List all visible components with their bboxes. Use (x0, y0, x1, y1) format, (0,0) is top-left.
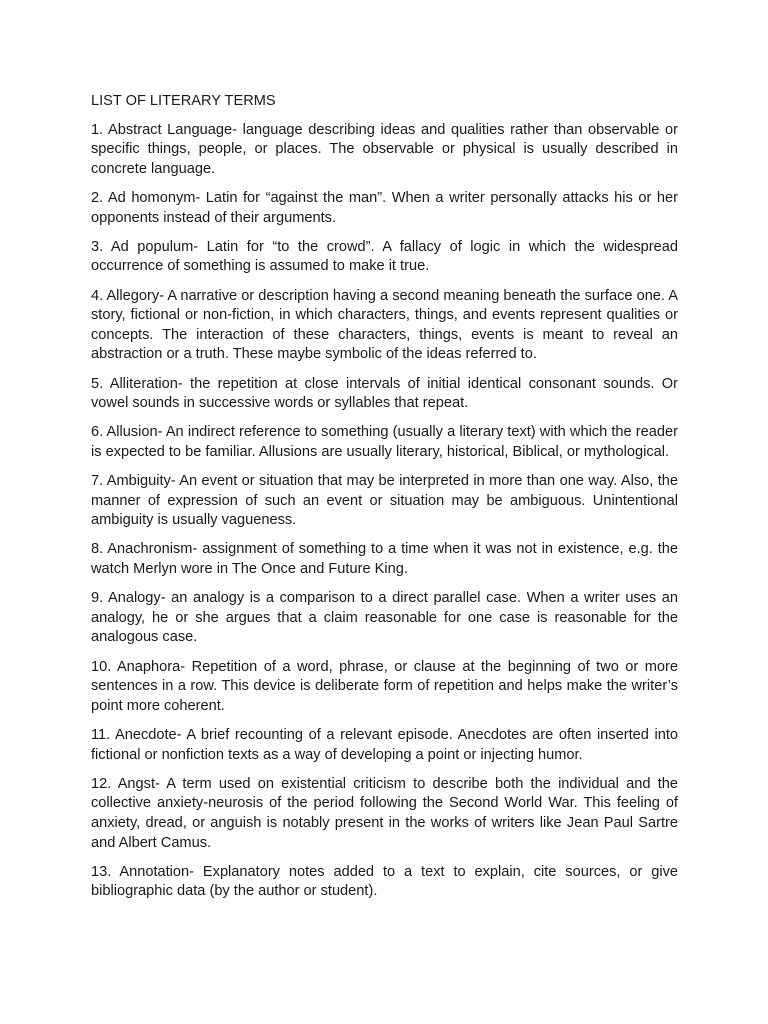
term-entry (91, 238, 678, 277)
term-entry (91, 472, 678, 531)
term-entry (91, 726, 678, 765)
term-text: 2. Ad homonym- Latin for “against the man”. When a writer personally attacks his or her opponents instead of their arguments. (91, 189, 678, 226)
term-entry (91, 540, 678, 579)
document-body (91, 92, 678, 912)
term-text: 11. Anecdote- A brief recounting of a relevant episode. Anecdotes are often inserted into fictional or nonfiction texts as a way of developing a point or injecting humor. (91, 726, 678, 763)
term-text: 7. Ambiguity- An event or situation that may be interpreted in more than one way. Also, the manner of expression of such an event or situation may be ambiguous. Unintentional ambiguity is usually vagueness. (91, 473, 678, 529)
term-text: 12. Angst- A term used on existential criticism to describe both the individual and the collective anxiety-neurosis of the period following the Second World War. This feeling of anxiety, dread, or anguish is notably present in the works of writers like Jean Paul Sartre and Albert Camus. (91, 775, 678, 851)
term-text: 10. Anaphora- Repetition of a word, phrase, or clause at the beginning of two or more sentences in a row. This device is deliberate form of repetition and helps make the writer’s point more coherent. (91, 658, 678, 714)
term-entry (91, 423, 678, 462)
term-entry (91, 775, 678, 853)
term-entry (91, 287, 678, 365)
term-entry (91, 189, 678, 228)
term-text: 3. Ad populum- Latin for “to the crowd”. A fallacy of logic in which the widespread occurrence of something is assumed to make it true. (91, 238, 678, 275)
term-entry (91, 589, 678, 648)
term-text: 4. Allegory- A narrative or description having a second meaning beneath the surface one. A story, fictional or non-fiction, in which characters, things, and events represent qualities or concepts. The interaction of these characters, things, events is meant to reveal an abstraction or a truth. These maybe symbolic of the ideas referred to. (91, 287, 678, 363)
term-text: 1. Abstract Language- language describing ideas and qualities rather than observable or specific things, people, or places. The observable or physical is usually described in concrete language. (91, 121, 678, 177)
term-text: 8. Anachronism- assignment of something to a time when it was not in existence, e.g. the watch Merlyn wore in The Once and Future King. (91, 541, 678, 578)
term-text: 6. Allusion- An indirect reference to something (usually a literary text) with which the reader is expected to be familiar. Allusions are usually literary, historical, Biblical, or mythological. (91, 424, 678, 460)
term-text: 13. Annotation- Explanatory notes added to a text to explain, cite sources, or give bibliographic data (by the author or student). (91, 863, 678, 900)
term-text: 5. Alliteration- the repetition at close intervals of initial identical consonant sounds. Or vowel sounds in successive words or syllables that repeat. (91, 375, 678, 412)
term-text: 9. Analogy- an analogy is a comparison to a direct parallel case. When a writer uses an analogy, he or she argues that a claim reasonable for one case is reasonable for the analogous case. (91, 590, 678, 646)
document-title: LIST OF LITERARY TERMS (91, 93, 276, 109)
term-entry (91, 658, 678, 717)
term-entry (91, 375, 678, 414)
term-entry (91, 863, 678, 902)
term-entry (91, 121, 678, 180)
